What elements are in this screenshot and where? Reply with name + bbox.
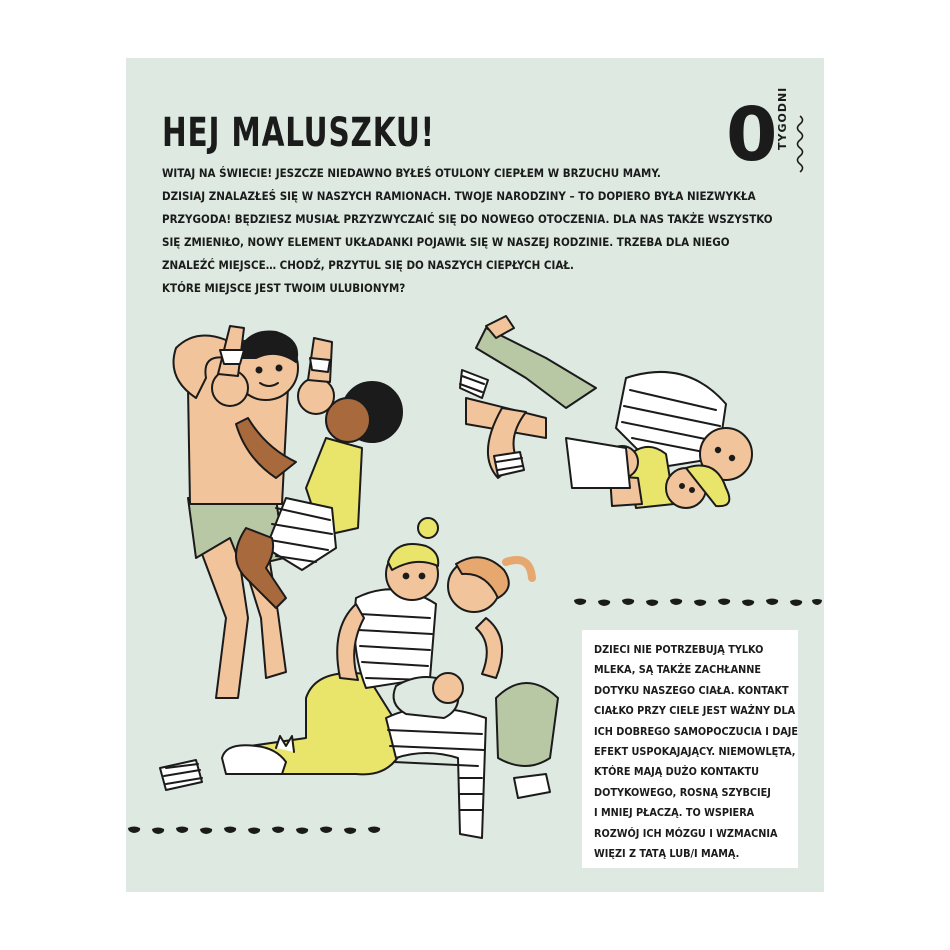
- note-line: MLEKA, SĄ TAKŻE ZACHŁANNE: [594, 663, 762, 677]
- dashed-divider-bottom: [126, 824, 396, 838]
- note-line: CIAŁKO PRZY CIELE JEST WAŻNY DLA: [594, 704, 796, 718]
- intro-line: KTÓRE MIEJSCE JEST TWOIM ULUBIONYM?: [162, 281, 406, 295]
- intro-line: WITAJ NA ŚWIECIE! JESZCZE NIEDAWNO BYŁEŚ OTULONY CIEPŁEM W BRZUCHU MAMY.: [162, 166, 661, 180]
- dashed-divider-top: [570, 596, 824, 610]
- note-line: DOTYKOWEGO, ROSNĄ SZYBCIEJ: [594, 785, 771, 799]
- intro-line: DZISIAJ ZNALAZŁEŚ SIĘ W NASZYCH RAMIONACH. TWOJE NARODZINY – TO DOPIERO BYŁA NIEZWYKŁA: [162, 189, 756, 203]
- note-line: ICH DOBREGO SAMOPOCZUCIA I DAJE: [594, 724, 799, 738]
- note-line: DOTYKU NASZEGO CIAŁA. KONTAKT: [594, 683, 789, 697]
- note-line: ROZWÓJ ICH MÓZGU I WZMACNIA: [594, 826, 778, 840]
- week-label: TYGODNI: [776, 86, 789, 150]
- week-number: 0: [726, 92, 778, 178]
- page-title: HEJ MALUSZKU!: [162, 110, 435, 156]
- parents-lying-illustration: [460, 316, 752, 508]
- intro-line: ZNALEŹĆ MIEJSCE… CHODŹ, PRZYTUL SIĘ DO NASZYCH CIEPŁYCH CIAŁ.: [162, 258, 574, 272]
- info-note-text: [594, 640, 799, 864]
- note-line: EFEKT USPOKAJAJĄCY. NIEMOWLĘTA,: [594, 745, 796, 759]
- intro-line: SIĘ ZMIENIŁO, NOWY ELEMENT UKŁADANKI POJAWIŁ SIĘ W NASZEJ RODZINIE. TRZEBA DLA NIEGO: [162, 235, 730, 249]
- note-line: WIĘZI Z TATĄ LUB/I MAMĄ.: [594, 847, 740, 861]
- info-note-box: [582, 630, 798, 868]
- note-line: KTÓRE MAJĄ DUŻO KONTAKTU: [594, 765, 760, 779]
- book-page: [126, 58, 824, 892]
- intro-line: PRZYGODA! BĘDZIESZ MUSIAŁ PRZYZWYCZAIĆ SIĘ DO NOWEGO OTOCZENIA. DLA NAS TAKŻE WSZYSTKO: [162, 212, 773, 226]
- note-line: I MNIEJ PŁACZĄ. TO WSPIERA: [594, 806, 755, 820]
- note-line: DZIECI NIE POTRZEBUJĄ TYLKO: [594, 643, 764, 656]
